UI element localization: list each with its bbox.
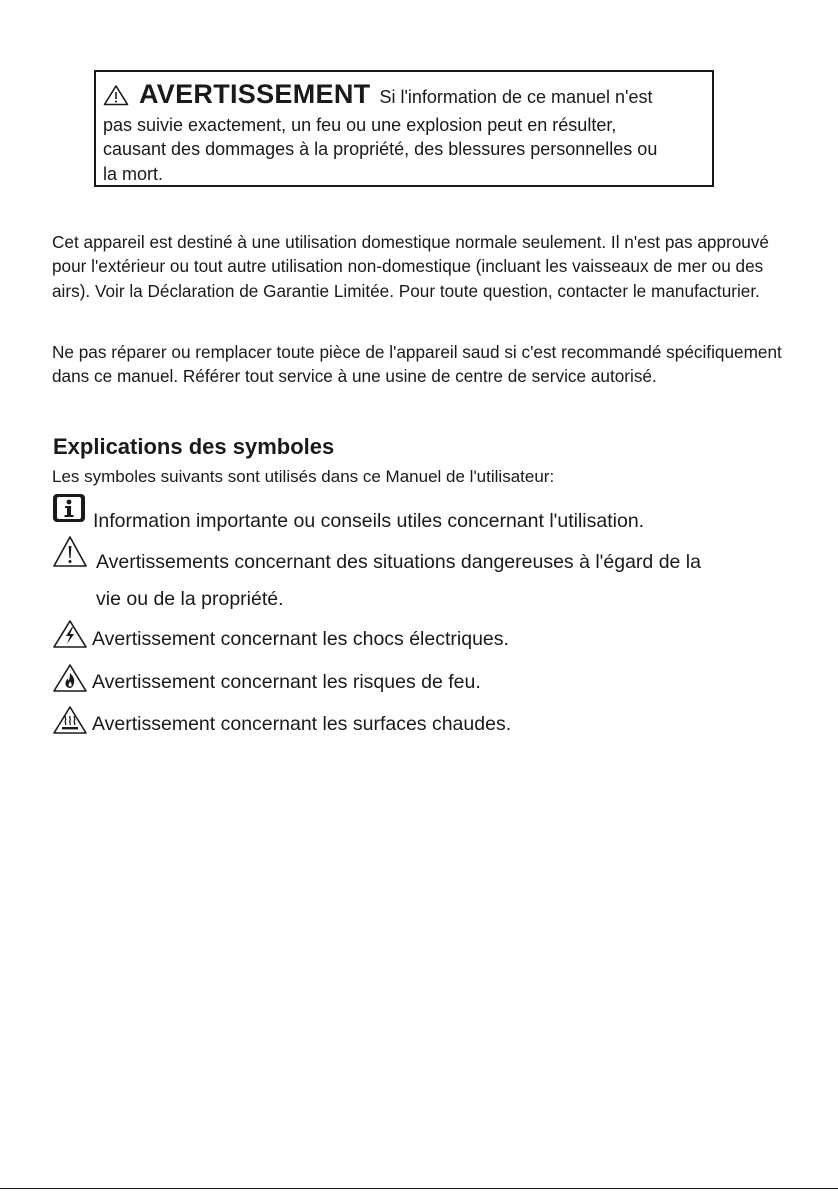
warning-line-2: causant des dommages à la propriété, des blessures personnelles ou (103, 139, 658, 159)
info-icon (52, 493, 86, 529)
symbol-item-electric-text: Avertissement concernant les chocs électriques. (92, 628, 509, 650)
hot-surface-icon (52, 705, 88, 741)
warning-lead-text: Si l'information de ce manuel n'est (379, 87, 653, 107)
warning-box (94, 70, 714, 187)
fire-icon (52, 663, 88, 699)
symbol-item-warning-continuation: vie ou de la propriété. (96, 588, 284, 610)
symbol-item-hot-surface-text: Avertissement concernant les surfaces chaudes. (92, 713, 512, 735)
page-bottom-rule (0, 1188, 838, 1189)
warning-triangle-icon (103, 84, 129, 113)
warning-line-1: pas suivie exactement, un feu ou une explosion peut en résulter, (103, 114, 617, 135)
warning-title-line (103, 79, 704, 113)
symbols-heading: Explications des symboles (53, 434, 335, 459)
warning-title: AVERTISSEMENT (139, 79, 371, 109)
symbol-item-fire-text: Avertissement concernant les risques de feu. (92, 671, 481, 693)
symbol-item-warning-text: Avertissements concernant des situations dangereuses à l'égard de la (96, 551, 701, 573)
electric-shock-icon (52, 619, 88, 655)
symbols-intro: Les symboles suivants sont utilisés dans ce Manuel de l'utilisateur: (52, 467, 555, 486)
warning-line-3: la mort. (103, 163, 164, 184)
warning-triangle-icon (52, 535, 88, 575)
symbol-item-info-text: Information importante ou conseils utiles concernant l'utilisation. (93, 510, 645, 532)
service-paragraph: Ne pas réparer ou remplacer toute pièce de l'appareil saud si c'est recommandé spécifiquement dans ce manuel. Référer tout service à une usine de centre de service autorisé. (52, 342, 782, 387)
usage-paragraph: Cet appareil est destiné à une utilisation domestique normale seulement. Il n'est pas approuvé pour l'extérieur ou tout autre utilisation non-domestique (incluant les vaisseaux de mer ou des airs). Voir la Déclaration de Garantie Limitée. Pour toute question, contacter le manufacturier. (52, 232, 769, 301)
